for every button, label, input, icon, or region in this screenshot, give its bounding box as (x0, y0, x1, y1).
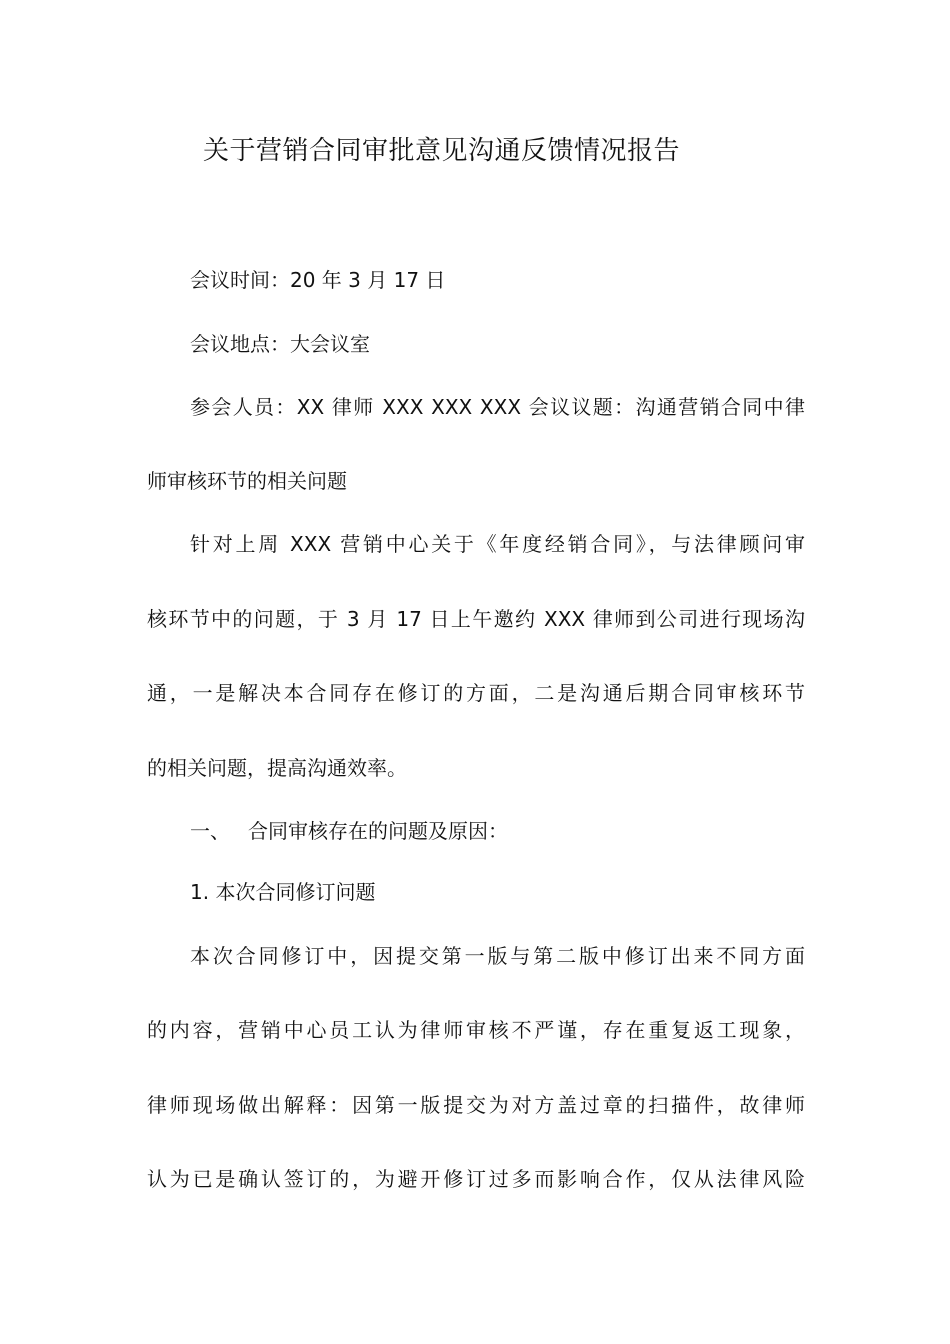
paragraph-2-line-4: 认为已是确认签订的，为避开修订过多而影响合作，仅从法律风险 (147, 1167, 805, 1191)
attendees-line-1: 参会人员：XX 律师 XXX XXX XXX 会议议题：沟通营销合同中律 (190, 395, 805, 419)
paragraph-2-line-2: 的内容，营销中心员工认为律师审核不严谨，存在重复返工现象， (147, 1018, 805, 1042)
attendees-line-2: 师审核环节的相关问题 (147, 469, 347, 493)
section-1-heading: 合同审核存在的问题及原因： (248, 819, 508, 843)
paragraph-1-line-3: 通，一是解决本合同存在修订的方面，二是沟通后期合同审核环节 (147, 681, 805, 705)
meeting-time: 会议时间：20 年 3 月 17 日 (190, 268, 446, 292)
meeting-place: 会议地点：大会议室 (190, 332, 370, 356)
paragraph-1-line-1: 针对上周 XXX 营销中心关于《年度经销合同》，与法律顾问审 (190, 532, 805, 556)
paragraph-2-line-3: 律师现场做出解释：因第一版提交为对方盖过章的扫描件，故律师 (147, 1093, 805, 1117)
section-1-number: 一、 (190, 819, 230, 843)
document-title: 关于营销合同审批意见沟通反馈情况报告 (203, 136, 681, 166)
paragraph-1-line-4: 的相关问题，提高沟通效率。 (147, 756, 407, 780)
paragraph-1-line-2: 核环节中的问题，于 3 月 17 日上午邀约 XXX 律师到公司进行现场沟 (147, 607, 805, 631)
paragraph-2-line-1: 本次合同修订中，因提交第一版与第二版中修订出来不同方面 (190, 944, 805, 968)
section-1-heading-row (190, 815, 508, 847)
subsection-1-heading: 1. 本次合同修订问题 (190, 880, 376, 904)
